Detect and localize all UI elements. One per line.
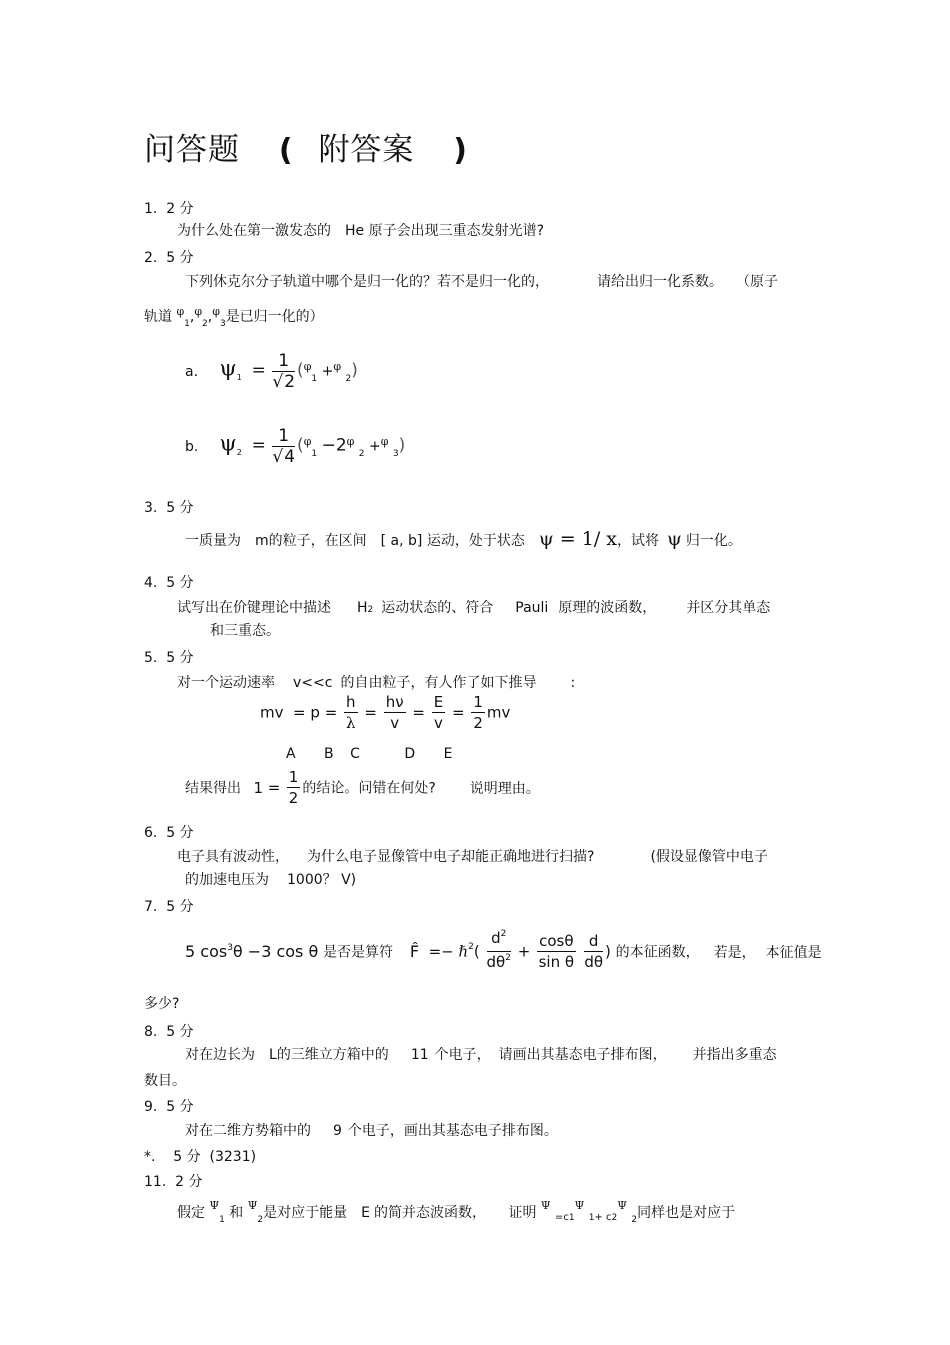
question-8-line2: 数目。 [144, 1073, 186, 1089]
question-10-header: *. 5 分 (3231) [144, 1149, 257, 1165]
question-9-header: 9. 5 分 [144, 1099, 194, 1115]
question-5-header: 5. 5 分 [144, 650, 194, 666]
question-11-header: 11. 2 分 [144, 1174, 203, 1190]
page-title: 问答题 ( 附答案 ) [144, 132, 469, 168]
question-1-header: 1. 2 分 [144, 201, 194, 217]
question-11-line1: 假定 $^\Psi_1$ 和 $^\Psi_2$是对应于能量 E 的简并态波函数， 证明 $^\Psi$ $_{=c1}^\Psi$ $_{1+ c2}^\Psi$ $_2$同样也是对应于 [177, 1199, 736, 1225]
question-7-header: 7. 5 分 [144, 899, 194, 915]
question-2-line2: 轨道 $^\varphi_1$,$^\varphi_2$,$^\varphi_3$是已归一化的） [144, 305, 324, 329]
question-6-line2: 的加速电压为 1000？ V) [185, 872, 357, 888]
question-4-line1: 试写出在价键理论中描述 H2 运动状态的、符合 Pauli 原理的波函数， 并区分其单态 [177, 600, 771, 616]
question-5-result: 结果得出 1 = $\frac{1}{2}$ 的结论。问错在何处? 说明理由。 [185, 768, 540, 807]
question-5-equation: mv = p = $\frac{h}{\lambda}$ = $\frac{h\nu}{v}$ = $\frac{E}{v}$ = $\frac{1}{2}$ mv [260, 693, 511, 732]
question-9-text: 对在二维方势箱中的 9 个电子，画出其基态电子排布图。 [185, 1123, 558, 1139]
question-5-labels: A B C D E [286, 746, 453, 762]
question-8-line1: 对在边长为 L的三维立方箱中的 11 个电子， 请画出其基态电子排布图， 并指出多重态 [185, 1047, 777, 1063]
question-3-text: 一质量为 m的粒子，在区间 [ a, b] 运动，处于状态 ψ = 1/ x，试将 ψ 归一化。 [185, 528, 742, 550]
formula-a: a. $\psi_1$ = $\frac{1}{√2}$ ($^\varphi_1$ +$^\varphi$ $_2$) [185, 351, 358, 392]
question-3-header: 3. 5 分 [144, 500, 194, 516]
question-5-line1: 对一个运动速率 v<<c 的自由粒子，有人作了如下推导 : [177, 675, 576, 691]
question-4-line2: 和三重态。 [210, 623, 280, 639]
question-6-line1: 电子具有波动性， 为什么电子显像管中电子却能正确地进行扫描? (假设显像管中电子 [177, 849, 768, 865]
question-2-header: 2. 5 分 [144, 250, 194, 266]
question-1-text: 为什么处在第一激发态的 He 原子会出现三重态发射光谱? [177, 223, 545, 239]
question-4-header: 4. 5 分 [144, 575, 194, 591]
question-2-line1: 下列休克尔分子轨道中哪个是归一化的？若不是归一化的， 请给出归一化系数。 （原子 [185, 274, 778, 290]
question-6-header: 6. 5 分 [144, 825, 194, 841]
question-8-header: 8. 5 分 [144, 1024, 194, 1040]
question-7-line2: 多少? [144, 996, 180, 1012]
formula-b: b. $\psi_2$ = $\frac{1}{√4}$ ($^\varphi_1 -2^\varphi$ $_2$ +$^\varphi$ $_3$) [185, 426, 406, 467]
question-7-equation: 5 $\cos^3\theta -3$ cos θ 是否是算符 F̂ =− ℏ$^2$( $\frac{d^2}{d\theta^2}$ + $\frac{\cos\theta}{\text{sin θ}}$ $\frac{d}{d\theta}$ ) 的本征函数， 若是， 本征值是 [185, 929, 822, 971]
